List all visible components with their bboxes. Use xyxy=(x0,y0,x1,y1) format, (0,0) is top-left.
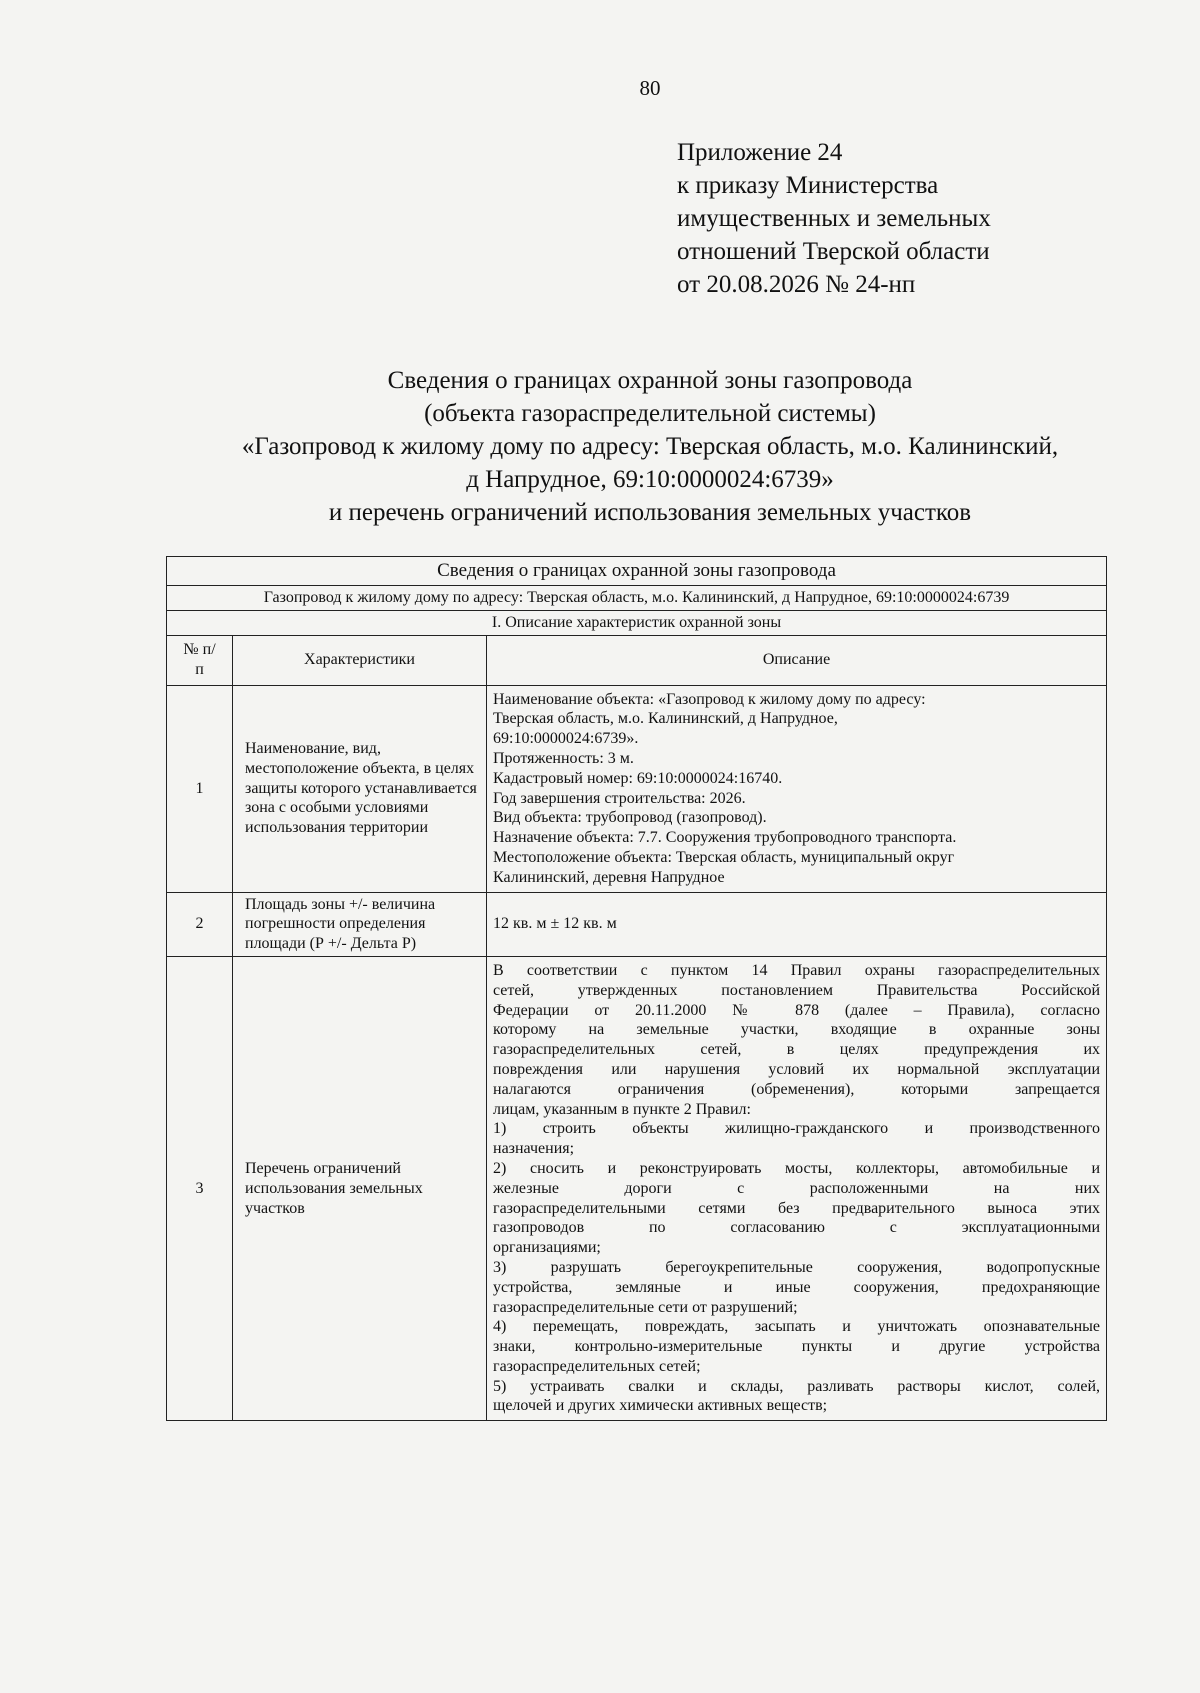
document-title xyxy=(170,364,1130,529)
title-line: (объекта газораспределительной системы) xyxy=(424,400,876,427)
description-line: Тверская область, м.о. Калининский, д Напрудное, xyxy=(493,710,838,728)
description-line: повреждения или нарушения условий их нормальной эксплуатации xyxy=(493,1060,1101,1078)
row-num: 3 xyxy=(167,956,233,1420)
appendix-line: Приложение 24 xyxy=(677,139,843,166)
description-line: 5) устраивать свалки и склады, разливать растворы кислот, солей, xyxy=(493,1377,1101,1395)
row-description xyxy=(487,956,1107,1420)
description-line: 4) перемещать, повреждать, засыпать и уничтожать опознавательные xyxy=(493,1318,1101,1336)
table-section: I. Описание характеристик охранной зоны xyxy=(167,610,1107,635)
description-line: Вид объекта: трубопровод (газопровод). xyxy=(493,809,767,827)
description-line: Год завершения строительства: 2026. xyxy=(493,789,746,807)
table-subtitle-row xyxy=(167,586,1107,611)
table-row xyxy=(167,685,1107,892)
description-line: 12 кв. м ± 12 кв. м xyxy=(493,915,617,933)
description-line: 1) строить объекты жилищно-гражданского и производственного xyxy=(493,1120,1101,1138)
description-line: газораспределительными сетями без предварительного выноса этих xyxy=(493,1199,1101,1217)
row-characteristic: Площадь зоны +/- величина погрешности определения площади (Р +/- Дельта Р) xyxy=(233,892,487,956)
table-header-row xyxy=(167,635,1107,685)
appendix-line: к приказу Министерства xyxy=(677,172,939,199)
description-line: сетей, утвержденных постановлением Правительства Российской xyxy=(493,981,1101,999)
zone-table xyxy=(166,556,1107,1421)
row-characteristic: Наименование, вид, местоположение объекта, в целях защиты которого устанавливается зона с особыми условиями использования территории xyxy=(233,685,487,892)
table-row xyxy=(167,956,1107,1420)
description-line: 3) разрушать берегоукрепительные сооружения, водопропускные xyxy=(493,1258,1101,1276)
description-line: Протяженность: 3 м. xyxy=(493,749,634,767)
description-line: знаки, контрольно-измерительные пункты и другие устройства xyxy=(493,1338,1101,1356)
row-characteristic: Перечень ограничений использования земельных участков xyxy=(233,956,487,1420)
header-description: Описание xyxy=(487,635,1107,685)
title-line: и перечень ограничений использования земельных участков xyxy=(328,499,972,526)
header-num: № п/п xyxy=(167,635,233,685)
description-line: назначения; xyxy=(493,1140,575,1158)
table-title: Сведения о границах охранной зоны газопровода xyxy=(167,557,1107,586)
row-num: 2 xyxy=(167,892,233,956)
description-line: лицам, указанным в пункте 2 Правил: xyxy=(493,1100,751,1118)
appendix-line: отношений Тверской области xyxy=(677,238,990,265)
description-line: газораспределительных сетей; xyxy=(493,1357,701,1375)
description-line: газораспределительные сети от разрушений; xyxy=(493,1298,798,1316)
description-line: налагаются ограничения (обременения), которыми запрещается xyxy=(493,1080,1101,1098)
description-line: щелочей и других химически активных веществ; xyxy=(493,1397,828,1415)
row-num: 1 xyxy=(167,685,233,892)
row-description xyxy=(487,685,1107,892)
description-line: Калининский, деревня Напрудное xyxy=(493,868,725,886)
description-line: устройства, земляные и иные сооружения, предохраняющие xyxy=(493,1278,1101,1296)
description-line: В соответствии с пунктом 14 Правил охраны газораспределительных xyxy=(493,961,1101,979)
title-line: д Напрудное, 69:10:0000024:6739» xyxy=(466,466,834,493)
row-description xyxy=(487,892,1107,956)
description-line: 69:10:0000024:6739». xyxy=(493,730,639,748)
description-line: железные дороги с расположенными на них xyxy=(493,1179,1101,1197)
description-line: газопроводов по согласованию с эксплуатационными xyxy=(493,1219,1101,1237)
title-line: Сведения о границах охранной зоны газопровода xyxy=(387,367,913,394)
header-characteristic: Характеристики xyxy=(233,635,487,685)
description-line: организациями; xyxy=(493,1239,601,1257)
description-line: Федерации от 20.11.2000 № 878 (далее – Правила), согласно xyxy=(493,1001,1101,1019)
appendix-line: имущественных и земельных xyxy=(677,205,991,232)
description-line: газораспределительных сетей, в целях предупреждения их xyxy=(493,1041,1101,1059)
page-number: 80 xyxy=(639,76,661,100)
description-line: Наименование объекта: «Газопровод к жилому дому по адресу: xyxy=(493,690,926,708)
description-line: 2) сносить и реконструировать мосты, коллекторы, автомобильные и xyxy=(493,1159,1101,1177)
title-line: «Газопровод к жилому дому по адресу: Тверская область, м.о. Калининский, xyxy=(241,433,1059,460)
appendix-header xyxy=(677,136,991,301)
table-title-row xyxy=(167,557,1107,586)
description-line: Кадастровый номер: 69:10:0000024:16740. xyxy=(493,769,783,787)
table-subtitle: Газопровод к жилому дому по адресу: Тверская область, м.о. Калининский, д Напрудное, 69:10:0000024:6739 xyxy=(167,586,1107,611)
table-row xyxy=(167,892,1107,956)
table-section-row xyxy=(167,610,1107,635)
appendix-line: от 20.08.2026 № 24-нп xyxy=(677,271,916,298)
description-line: Назначение объекта: 7.7. Сооружения трубопроводного транспорта. xyxy=(493,829,957,847)
description-line: которому на земельные участки, входящие в охранные зоны xyxy=(493,1021,1101,1039)
description-line: Местоположение объекта: Тверская область, муниципальный округ xyxy=(493,848,955,866)
